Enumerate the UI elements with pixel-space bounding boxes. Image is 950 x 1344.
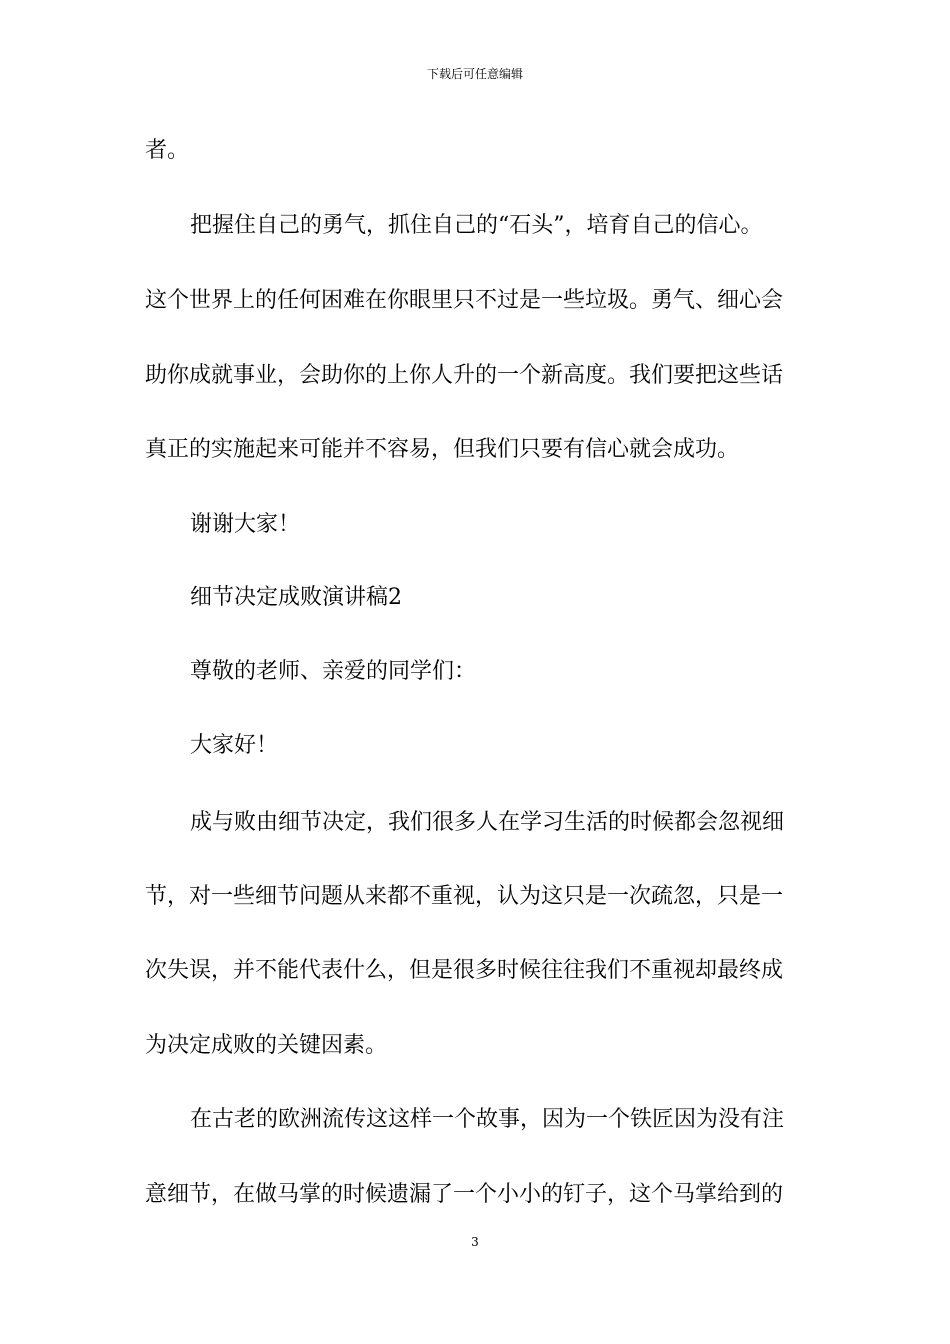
text-line: 真正的实施起来可能并不容易，但我们只要有信心就会成功。 <box>145 437 740 462</box>
text-line: 这个世界上的任何困难在你眼里只不过是一些垃圾。勇气、细心会 <box>145 288 784 313</box>
text-line: 次失误，并不能代表什么，但是很多时候往往我们不重视却最终成 <box>145 958 784 983</box>
text-line: 把握住自己的勇气，抓住自己的“石头”，培育自己的信心。 <box>190 213 763 238</box>
text-line: 在古老的欧洲流传这这样一个故事，因为一个铁匠因为没有注 <box>190 1107 785 1132</box>
page-number: 3 <box>471 1235 479 1249</box>
text-line: 助你成就事业，会助你的上你人升的一个新高度。我们要把这些话 <box>145 363 784 388</box>
text-line: 意细节，在做马掌的时候遗漏了一个小小的钉子，这个马掌给到的 <box>145 1182 784 1207</box>
section-heading: 细节决定成败演讲稿2 <box>190 585 402 610</box>
greeting: 大家好！ <box>190 733 279 758</box>
text-line: 成与败由细节决定，我们很多人在学习生活的时候都会忽视细 <box>190 810 785 835</box>
text-line: 为决定成败的关键因素。 <box>145 1033 388 1058</box>
page-header: 下载后可任意编辑 <box>426 67 523 81</box>
text-line: 节，对一些细节问题从来都不重视，认为这只是一次疏忽，只是一 <box>145 884 784 909</box>
text-line: 者。 <box>145 138 190 163</box>
salutation: 尊敬的老师、亲爱的同学们： <box>190 659 477 684</box>
text-line: 谢谢大家！ <box>190 512 301 537</box>
